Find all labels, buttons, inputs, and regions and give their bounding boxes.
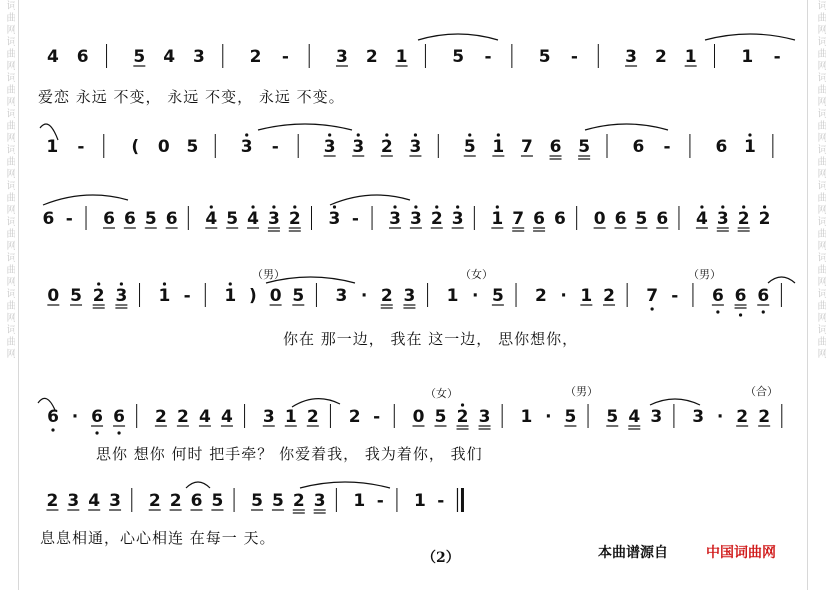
- lyric-line-3: 思你 想你 何时 把手牵？ 你爱着我， 我为着你， 我们: [96, 445, 483, 463]
- octave-dot-high: [468, 133, 471, 136]
- lyric-line-1: 爱恋 永远 不变， 永远 不变， 永远 不变。: [38, 88, 345, 106]
- score-note: 5: [463, 137, 476, 157]
- score-note: 6: [42, 209, 55, 229]
- score-note: 1: [744, 137, 756, 157]
- octave-dot-high: [700, 205, 703, 208]
- octave-dot-low: [716, 310, 719, 313]
- score-note: 1: [492, 137, 505, 157]
- score-note: 6: [549, 137, 562, 157]
- slur-arc: [292, 399, 340, 407]
- voice-label-female: （女）: [425, 387, 458, 400]
- octave-dot-high: [742, 205, 745, 208]
- score-note: -: [183, 286, 191, 306]
- score-note: 0: [412, 407, 425, 427]
- score-note: 5: [186, 137, 199, 157]
- score-note: 5: [452, 47, 465, 67]
- score-note: 2: [176, 407, 189, 427]
- score-note: 3: [268, 209, 280, 229]
- score-note: 6: [47, 407, 59, 427]
- score-note: -: [351, 209, 359, 229]
- score-note: 3: [352, 137, 365, 157]
- score-note: 5: [578, 137, 591, 157]
- score-note: 3: [336, 47, 348, 67]
- score-note: 4: [205, 209, 218, 229]
- octave-dot-low: [117, 431, 120, 434]
- score-note: 6: [190, 491, 203, 511]
- slur-arc: [585, 124, 668, 130]
- score-note: 5: [606, 407, 619, 427]
- score-note: 2: [169, 491, 182, 511]
- watermark-right: 词曲网词曲网词曲网词曲网词曲网词曲网词曲网词曲网词曲网词曲网: [815, 0, 826, 360]
- source-label: 本曲谱源自: [598, 545, 668, 561]
- score-note: 2: [430, 209, 443, 229]
- slur-arc: [418, 34, 498, 40]
- score-note: 2: [654, 47, 667, 67]
- score-note: 3: [328, 209, 341, 229]
- voice-label-chorus: （合）: [745, 385, 778, 398]
- score-note: 6: [103, 209, 115, 229]
- score-note: 3: [650, 407, 663, 427]
- score-note: 2: [288, 209, 301, 229]
- score-note: 0: [593, 209, 606, 229]
- octave-dot-high: [497, 133, 500, 136]
- slur-arc: [705, 34, 795, 40]
- score-note: -: [281, 47, 289, 67]
- score-note: 5: [564, 407, 577, 427]
- octave-dot-high: [333, 205, 336, 208]
- octave-dot-high: [210, 205, 213, 208]
- score-note: 3: [67, 491, 80, 511]
- score-note: 3: [313, 491, 326, 511]
- score-note: 1: [284, 407, 297, 427]
- score-note: 5: [70, 286, 82, 306]
- octave-dot-high: [251, 205, 254, 208]
- score-note: 6: [533, 209, 545, 229]
- octave-dot-high: [357, 133, 360, 136]
- score-note: 3: [478, 407, 491, 427]
- score-note: 1: [224, 286, 237, 306]
- score-note: 6: [757, 286, 770, 306]
- octave-dot-high: [293, 205, 296, 208]
- score-note: ·: [545, 407, 552, 427]
- score-note: 3: [262, 407, 275, 427]
- score-note: 3: [389, 209, 401, 229]
- score-note: 3: [109, 491, 121, 511]
- score-note: 5: [635, 209, 648, 229]
- score-note: -: [570, 47, 578, 67]
- score-note: 5: [251, 491, 263, 511]
- score-note: 2: [456, 407, 469, 427]
- score-note: ·: [360, 286, 368, 306]
- octave-dot-high: [272, 205, 275, 208]
- score-note: 5: [144, 209, 157, 229]
- score-note: 4: [247, 209, 259, 229]
- score-note: 4: [221, 407, 233, 427]
- score-note: 2: [380, 286, 393, 306]
- score-note: -: [773, 47, 781, 67]
- octave-dot-low: [651, 307, 654, 310]
- slur-arc: [768, 277, 795, 283]
- score-note: 3: [240, 137, 253, 157]
- octave-dot-high: [120, 282, 123, 285]
- score-note: -: [437, 491, 445, 511]
- score-note: -: [77, 137, 85, 157]
- score-note: 1: [741, 47, 754, 67]
- score-note: 1: [353, 491, 366, 511]
- score-note: 4: [88, 491, 101, 511]
- lyric-line-4: 息息相通，心心相连 在每一 天。: [40, 529, 276, 547]
- score-note: 5: [292, 286, 305, 306]
- score-note: 2: [737, 209, 750, 229]
- score-note: 2: [365, 47, 378, 67]
- octave-dot-high: [461, 403, 464, 406]
- score-note: 3: [409, 137, 422, 157]
- octave-dot-high: [456, 205, 459, 208]
- slur-arc: [330, 195, 410, 205]
- score-note: 2: [603, 286, 615, 306]
- score-note: 3: [193, 47, 205, 67]
- octave-dot-high: [748, 133, 751, 136]
- lyric-line-2: 你在 那一边， 我在 这一边， 思你想你，: [283, 330, 579, 348]
- score-note: 1: [395, 47, 408, 67]
- score-note: -: [65, 209, 73, 229]
- score-note: 6: [614, 209, 627, 229]
- score-note: 6: [632, 137, 645, 157]
- slur-arc: [258, 124, 352, 130]
- voice-label-female: （女）: [460, 268, 493, 281]
- score-note: 3: [409, 209, 422, 229]
- octave-dot-high: [496, 205, 499, 208]
- octave-dot-high: [435, 205, 438, 208]
- score-note: 6: [123, 209, 136, 229]
- score-note: 6: [711, 286, 724, 306]
- score-note: 3: [716, 209, 729, 229]
- score-note: 2: [736, 407, 749, 427]
- score-note: 2: [380, 137, 393, 157]
- score-note: 7: [521, 137, 533, 157]
- score-note: 2: [249, 47, 262, 67]
- score-note: 6: [554, 209, 566, 229]
- voice-label-male: （男）: [252, 268, 285, 281]
- score-note: 3: [625, 47, 637, 67]
- score-note: 3: [115, 286, 128, 306]
- octave-dot-high: [393, 205, 396, 208]
- score-note: 2: [535, 286, 547, 306]
- score-note: 5: [226, 209, 239, 229]
- voice-label-male: （男）: [565, 385, 598, 398]
- score-note: 4: [46, 47, 59, 67]
- octave-dot-high: [97, 282, 100, 285]
- watermark-left: 词曲网词曲网词曲网词曲网词曲网词曲网词曲网词曲网词曲网词曲网: [4, 0, 15, 360]
- score-note: 3: [403, 286, 416, 306]
- score-note: 1: [46, 137, 59, 157]
- octave-dot-high: [721, 205, 724, 208]
- score-note: 5: [491, 286, 504, 306]
- score-note: 5: [272, 491, 284, 511]
- brand-name: 中国词曲网: [706, 545, 776, 561]
- score-note: 2: [292, 491, 305, 511]
- score-note: 0: [157, 137, 170, 157]
- score-note: 2: [758, 407, 771, 427]
- score-note: 2: [758, 209, 771, 229]
- score-note: 1: [491, 209, 504, 229]
- score-note: 7: [646, 286, 659, 306]
- score-note: (: [131, 137, 140, 157]
- score-note: 2: [306, 407, 319, 427]
- score-note: 6: [76, 47, 89, 67]
- score-note: ·: [71, 407, 79, 427]
- octave-dot-low: [51, 428, 54, 431]
- score-note: 2: [154, 407, 167, 427]
- score-note: 6: [656, 209, 669, 229]
- score-note: ·: [471, 286, 479, 306]
- slur-arc: [650, 399, 700, 405]
- octave-dot-high: [763, 205, 766, 208]
- octave-dot-high: [414, 133, 417, 136]
- octave-dot-low: [739, 313, 742, 316]
- score-note: 7: [512, 209, 525, 229]
- score-note: 5: [211, 491, 224, 511]
- score-note: 5: [434, 407, 447, 427]
- octave-dot-high: [245, 133, 248, 136]
- octave-dot-high: [414, 205, 417, 208]
- score-note: 4: [696, 209, 708, 229]
- score-note: 6: [113, 407, 125, 427]
- slur-arc: [300, 482, 390, 488]
- score-note: 4: [199, 407, 211, 427]
- slur-arc: [186, 482, 210, 488]
- score-note: -: [271, 137, 279, 157]
- score-note: 6: [165, 209, 178, 229]
- score-note: 0: [269, 286, 282, 306]
- score-note: ·: [716, 407, 724, 427]
- score-note: 1: [413, 491, 426, 511]
- score-note: 4: [163, 47, 176, 67]
- score-note: 1: [520, 407, 533, 427]
- score-note: 4: [628, 407, 641, 427]
- score-note: 1: [580, 286, 593, 306]
- score-note: 6: [91, 407, 103, 427]
- octave-dot-high: [163, 282, 166, 285]
- score-note: -: [373, 407, 381, 427]
- octave-dot-high: [385, 133, 388, 136]
- score-note: ·: [560, 286, 567, 306]
- score-note: 1: [446, 286, 459, 306]
- score-note: -: [376, 491, 384, 511]
- voice-label-male: （男）: [688, 268, 721, 281]
- score-note: 3: [335, 286, 348, 306]
- score-note: 2: [348, 407, 361, 427]
- score-note: 5: [133, 47, 146, 67]
- score-note: 3: [323, 137, 336, 157]
- score-note: 0: [47, 286, 60, 306]
- score-note: 3: [451, 209, 464, 229]
- score-note: -: [671, 286, 679, 306]
- score-note: 6: [715, 137, 728, 157]
- score-note: 2: [46, 491, 59, 511]
- score-note: 2: [92, 286, 105, 306]
- octave-dot-low: [95, 431, 98, 434]
- score-note: 3: [692, 407, 705, 427]
- score-note: 1: [158, 286, 171, 306]
- slur-arc: [43, 195, 128, 205]
- score-note: ): [249, 286, 257, 306]
- score-note: -: [484, 47, 492, 67]
- score-note: 6: [734, 286, 747, 306]
- score-note: 5: [538, 47, 551, 67]
- page-number: （2）: [422, 550, 460, 566]
- octave-dot-high: [328, 133, 331, 136]
- score-note: 2: [148, 491, 161, 511]
- octave-dot-high: [229, 282, 232, 285]
- octave-dot-low: [762, 310, 765, 313]
- score-note: 1: [684, 47, 697, 67]
- score-note: -: [663, 137, 671, 157]
